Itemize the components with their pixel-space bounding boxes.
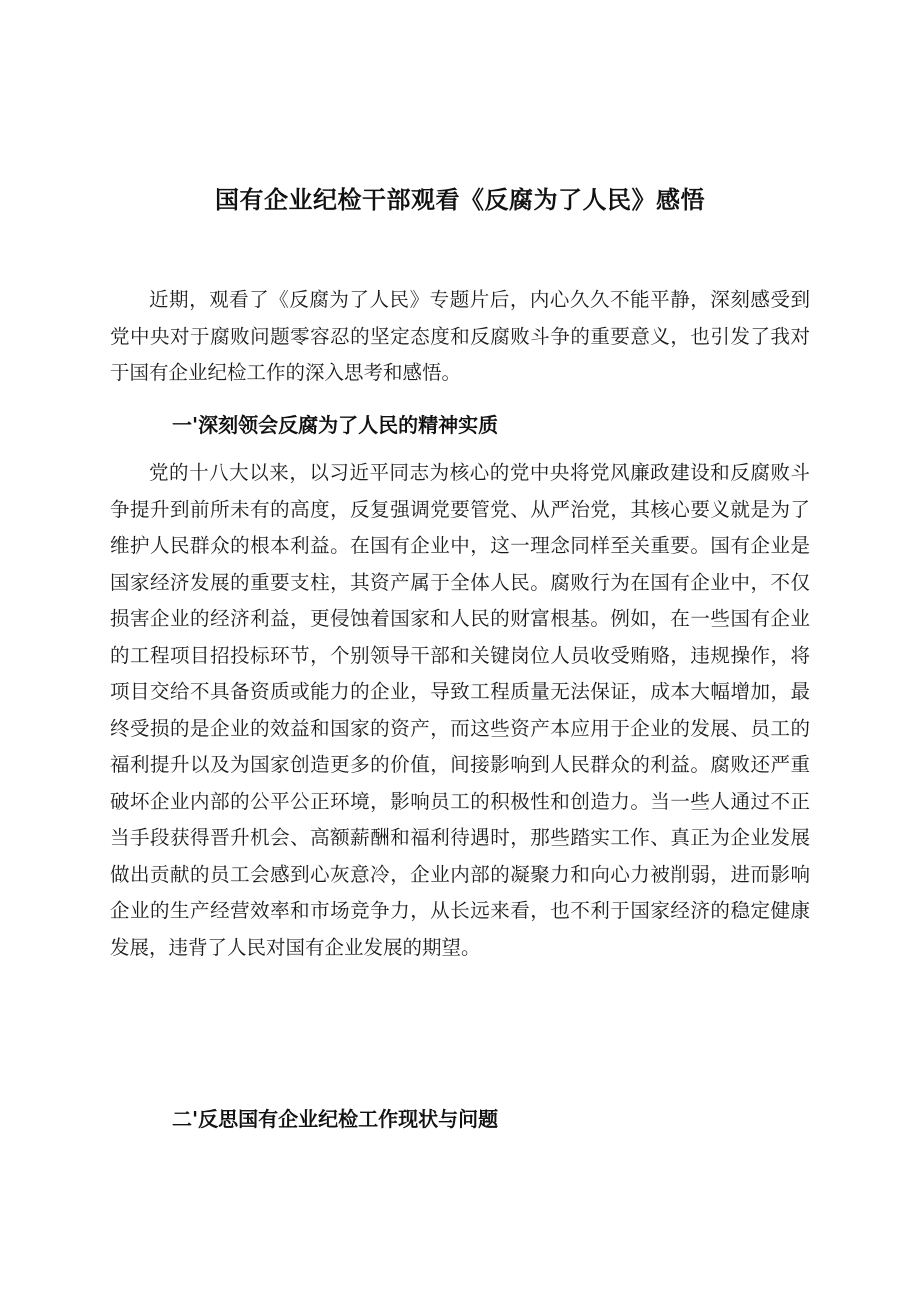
intro-paragraph: 近期，观看了《反腐为了人民》专题片后，内心久久不能平静，深刻感受到党中央对于腐败问题零容忍的坚定态度和反腐败斗争的重要意义，也引发了我对于国有企业纪检工作的深入思考和感悟。	[110, 288, 810, 384]
section-heading-1: 一'深刻领会反腐为了人民的精神实质	[172, 413, 499, 437]
section-1-paragraph: 党的十八大以来，以习近平同志为核心的党中央将党风廉政建设和反腐败斗争提升到前所未有的高度，反复强调党要管党、从严治党，其核心要义就是为了维护人民群众的根本利益。在国有企业中，这一理念同样至关重要。国有企业是国家经济发展的重要支柱，其资产属于全体人民。腐败行为在国有企业中，不仅损害企业的经济利益，更侵蚀着国家和人民的财富根基。例如，在一些国有企业的工程项目招投标环节，个别领导干部和关键岗位人员收受贿赂，违规操作，将项目交给不具备资质或能力的企业，导致工程质量无法保证，成本大幅增加，最终受损的是企业的效益和国家的资产，而这些资产本应用于企业的发展、员工的福利提升以及为国家创造更多的价值，间接影响到人民群众的利益。腐败还严重破坏企业内部的公平公正环境，影响员工的积极性和创造力。当一些人通过不正当手段获得晋升机会、高额薪酬和福利待遇时，那些踏实工作、真正为企业发展做出贡献的员工会感到心灰意冷，企业内部的凝聚力和向心力被削弱，进而影响企业的生产经营效率和市场竞争力，从长远来看，也不利于国家经济的稳定健康发展，违背了人民对国有企业发展的期望。	[110, 461, 810, 959]
document-title: 国有企业纪检干部观看《反腐为了人民》感悟	[215, 186, 705, 214]
section-heading-2: 二'反思国有企业纪检工作现状与问题	[172, 1107, 499, 1131]
